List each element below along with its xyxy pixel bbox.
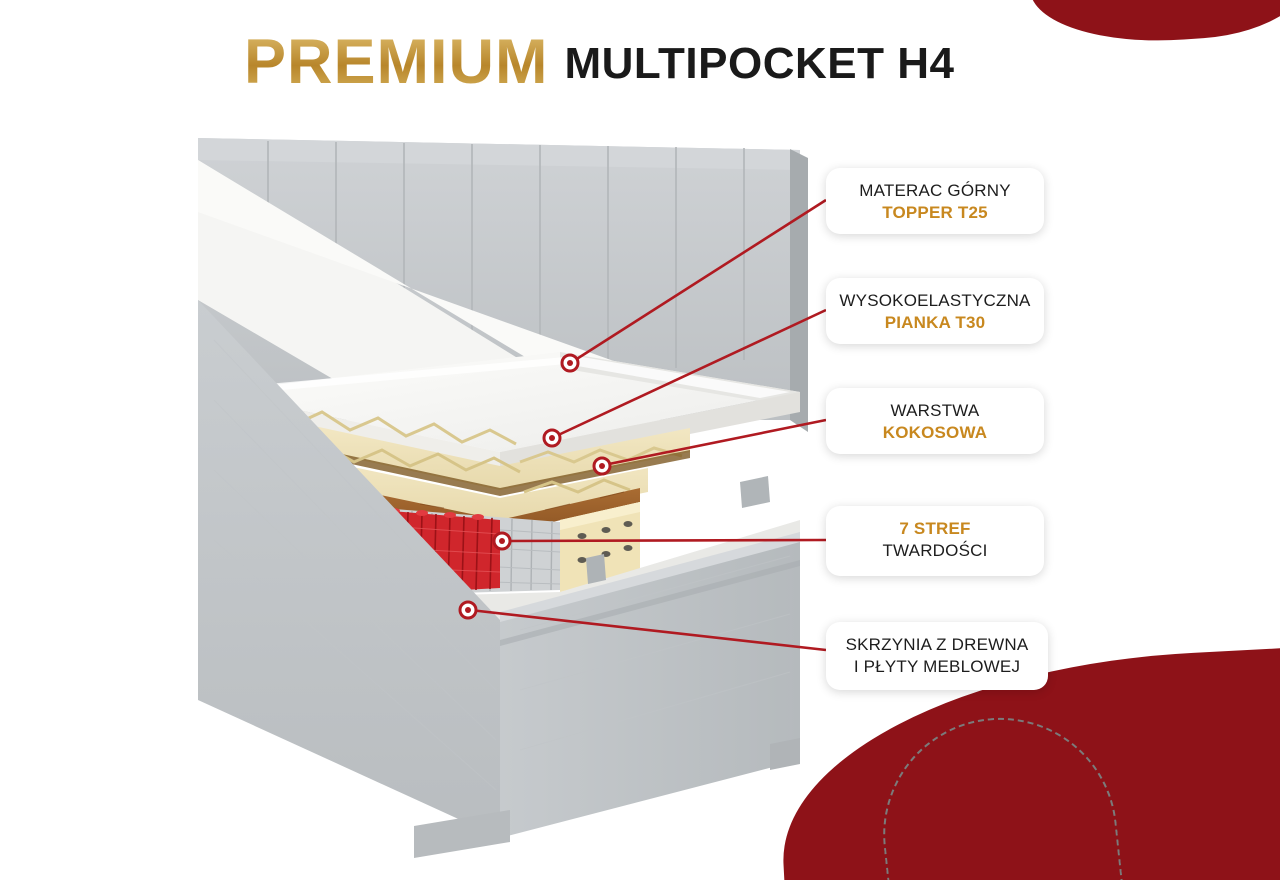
callout-zones — [826, 506, 1044, 576]
callout-line-2: PIANKA T30 — [884, 313, 986, 333]
callout-line-2: I PŁYTY MEBLOWEJ — [853, 657, 1021, 677]
callout-line-2: TWARDOŚCI — [882, 541, 988, 561]
callout-line-2: KOKOSOWA — [882, 423, 988, 443]
callout-line-1: SKRZYNIA Z DREWNA — [845, 635, 1029, 654]
callout-line-1: WARSTWA — [890, 401, 980, 420]
title-secondary: MULTIPOCKET H4 — [564, 39, 955, 88]
callout-topper — [826, 168, 1044, 234]
title-primary: PREMIUM — [244, 27, 549, 97]
callout-line-1: MATERAC GÓRNY — [859, 181, 1011, 200]
callout-line-1: 7 STREF — [899, 519, 971, 538]
callout-line-1: WYSOKOELASTYCZNA — [839, 291, 1031, 310]
callout-line-2: TOPPER T25 — [882, 203, 988, 223]
callout-foam — [826, 278, 1044, 344]
callout-coconut — [826, 388, 1044, 454]
callout-box — [826, 622, 1048, 690]
